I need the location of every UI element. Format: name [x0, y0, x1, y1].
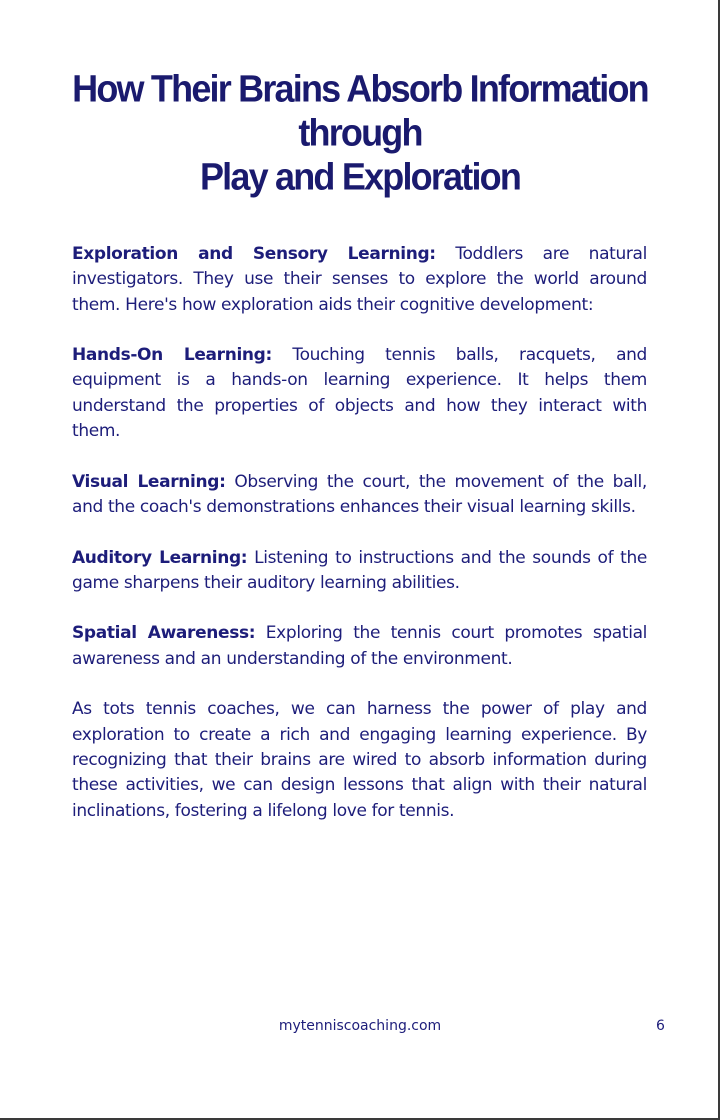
paragraph-heading: Visual Learning:	[72, 471, 226, 492]
paragraph-text: Listening to instructions and the sounds of the game sharpens their auditory learning abilities.	[72, 547, 647, 593]
paragraph-spatial	[72, 621, 647, 672]
paragraph-text: Toddlers are natural investigators. They use their senses to explore the world around them. Here's how exploration aids their cognitive development:	[72, 244, 647, 315]
page-title-line-1: How Their Brains Absorb Information through	[72, 66, 648, 154]
footer-page-number: 6	[656, 1018, 665, 1034]
paragraph-hands-on	[72, 343, 647, 444]
page-title	[60, 67, 660, 199]
paragraph-heading: Auditory Learning:	[72, 547, 248, 568]
footer-website: mytenniscoaching.com	[278, 1018, 442, 1034]
paragraph-text: Touching tennis balls, racquets, and equipment is a hands-on learning experience. It helps them understand the properties of objects and how they interact with them.	[72, 345, 647, 442]
paragraph-auditory	[72, 546, 647, 597]
paragraph-heading: Exploration and Sensory Learning:	[72, 244, 436, 264]
paragraph-exploration	[72, 242, 647, 318]
paragraph-heading: Spatial Awareness:	[72, 623, 256, 644]
paragraph-heading: Hands-On Learning:	[72, 345, 272, 366]
body-text	[72, 242, 647, 849]
paragraph-text: Observing the court, the movement of the ball, and the coach's demonstrations enhances their visual learning skills.	[72, 471, 647, 517]
paragraph-text: Exploring the tennis court promotes spatial awareness and an understanding of the environment.	[72, 623, 648, 669]
paragraph-visual	[72, 470, 647, 521]
page-title-line-2: Play and Exploration	[199, 155, 521, 199]
paragraph-closing: As tots tennis coaches, we can harness the power of play and exploration to create a rich and engaging learning experience. By recognizing that their brains are wired to absorb information during these activities, we can design lessons that align with their natural inclinations, fostering a lifelong love for tennis.	[72, 699, 647, 821]
